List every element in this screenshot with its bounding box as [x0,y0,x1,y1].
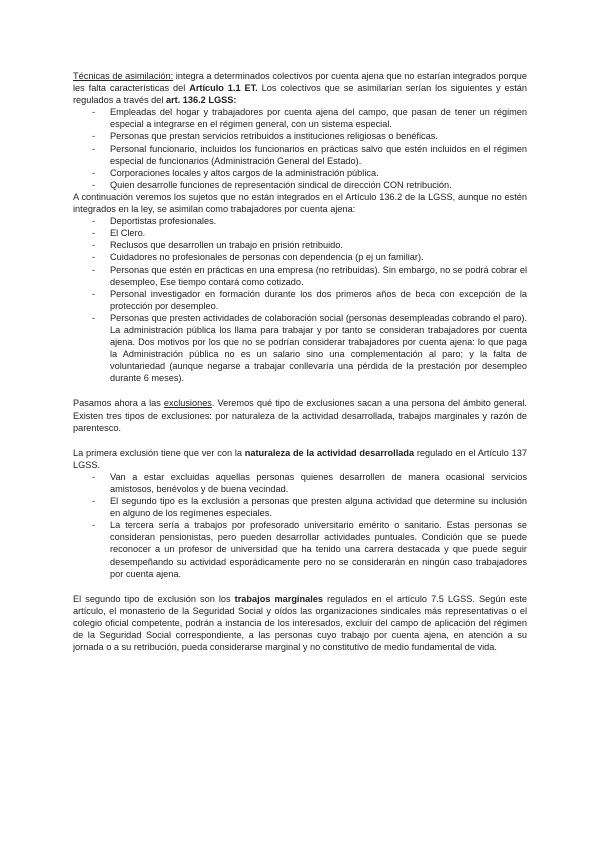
list-item: - Personal funcionario, incluidos los funcionarios en prácticas salvo que estén incluidos en el régimen especial de funcionarios (Administración General del Estado). [110,143,527,167]
term-trabajos-marginales: trabajos marginales [234,593,323,604]
list-item: - Reclusos que desarrollen un trabajo en prisión retribuido. [110,239,527,251]
paragraph-primera-exclusion: La primera exclusión tiene que ver con la naturaleza de la actividad desarrollada regulado en el Artículo 137 LGSS. [73,447,527,470]
list-item: - El Clero. [110,227,527,239]
list-item: - La tercera sería a trabajos por profesorado universitario emérito o sanitario. Estas personas se consideran pensionistas, pero pueden desarrollar actividades puntuales. Condición que se puede reconocer a un profesor de universidad que ha tenido una carrera destacada y que puede seguir desempeñando su actividad esporádicamente pero no se considerarán en ningún caso trabajadores por cuenta ajena. [110,519,527,579]
list-no-integrados [73,215,527,384]
list-item: - Empleadas del hogar y trabajadores por cuenta ajena del campo, que pasan de tener un régimen especial a integrarse en el régimen general, con un sistema especial. [110,106,527,130]
term-naturaleza-actividad: naturaleza de la actividad desarrollada [244,447,415,458]
list-item: - Corporaciones locales y altos cargos de la administración pública. [110,167,527,179]
list-item: - Personal investigador en formación durante los dos primeros años de beca con excepción de la protección por desempleo. [110,288,527,312]
list-item: - El segundo tipo es la exclusión a personas que presten alguna actividad que determine su inclusión en alguno de los regímenes especiales. [110,495,527,519]
document-page [73,70,527,653]
term-exclusiones: exclusiones [163,398,212,409]
paragraph-trabajos-marginales: El segundo tipo de exclusión son los trabajos marginales regulados en el artículo 7.5 LGSS. Según este artículo, el monasterio de la Seguridad Social y oídos las organizaciones sindicales más representativas o el colegio oficial competente, podrán a instancia de los interesados, excluir del campo de aplicación del régimen de la Seguridad Social correspondiente, a las personas cuyo trabajo por cuenta ajena, en atención a su jornada o a su retribución, pueda considerarse marginal y no constitutivo de medio fundamental de vida. [73,593,528,653]
list-item: - Van a estar excluidas aquellas personas quienes desarrollen de manera ocasional servicios amistosos, benévolos y de buena vecindad. [110,471,527,495]
ref-articulo-1-1: Artículo 1.1 ET. [189,83,258,94]
list-exclusiones [73,471,527,580]
paragraph-asimilacion: Técnicas de asimilación: integra a determinados colectivos por cuenta ajena que no estarían integrados porque les falta características del Artículo 1.1 ET. Los colectivos que se asimilarían serían los siguientes y están regulados a través del art. 136.2 LGSS: [73,71,528,106]
paragraph-no-integrados: A continuación veremos los sujetos que no están integrados en el Artículo 136.2 de la LGSS, aunque no estén integrados en la ley, se asimilan como trabajadores por cuenta ajena: [73,191,527,215]
list-item: - Personas que presten actividades de colaboración social (personas desempleadas cobrando el paro). La administración pública los llama para trabajar y por tanto se consideran trabajadores por cuenta ajena. Dos motivos por los que no se podrían considerar trabajadores por cuenta ajena: lo que paga la Administración pública no es un salario sino una complementación al paro; y la falta de voluntariedad (aunque negarse a trabajar conllevaría una pérdida de la prestación por desempleo durante 6 meses). [110,312,527,385]
list-item: - Cuidadores no profesionales de personas con dependencia (p ej un familiar). [110,251,527,263]
term-asimilacion: Técnicas de asimilación: [73,71,174,81]
list-item: - Quien desarrolle funciones de representación sindical de dirección CON retribución. [110,179,527,191]
paragraph-exclusiones: Pasamos ahora a las exclusiones. Veremos qué tipo de exclusiones sacan a una persona del ámbito general. Existen tres tipos de exclusiones: por naturaleza de la actividad desarrollada, trabajos marginales y razón de parentesco. [73,398,527,433]
ref-art-136-2: art. 136.2 LGSS: [165,95,237,106]
list-asimilados [73,106,527,191]
list-item: - Deportistas profesionales. [110,215,527,227]
list-item: - Personas que estén en prácticas en una empresa (no retribuidas). Sin embargo, no se podrá cobrar el desempleo, Ese tiempo contará como cotizado. [110,264,527,288]
list-item: - Personas que prestan servicios retribuidos a instituciones religiosas o benéficas. [110,130,527,142]
